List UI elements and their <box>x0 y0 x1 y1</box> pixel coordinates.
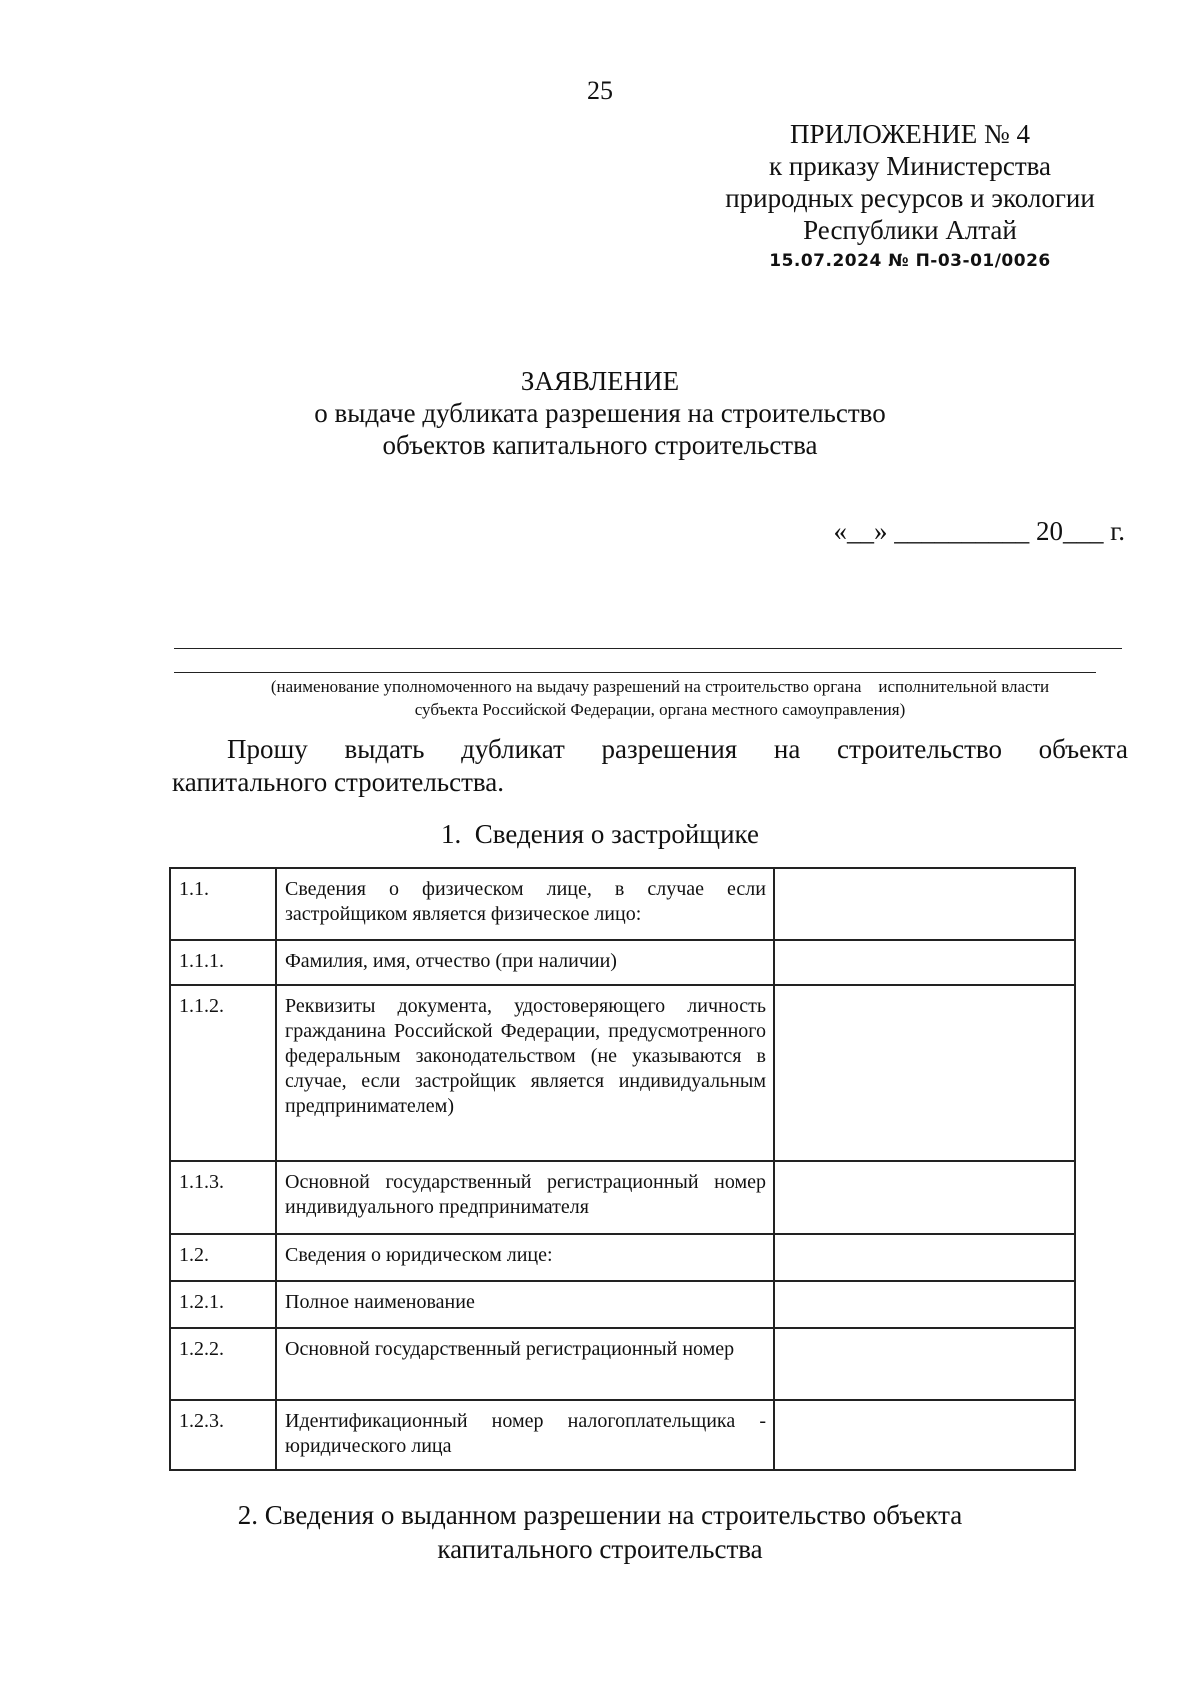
section-1-heading: 1. Сведения о застройщике <box>441 819 759 849</box>
table-row <box>170 985 1075 1161</box>
title-line: о выдаче дубликата разрешения на строительство <box>314 398 886 428</box>
row-value-cell[interactable] <box>774 1161 1075 1234</box>
section-2-heading-line: капитального строительства <box>437 1534 763 1564</box>
developer-info-table <box>169 867 1076 1471</box>
row-number: 1.1.1. <box>170 940 276 985</box>
table-row <box>170 1234 1075 1281</box>
row-value-cell[interactable] <box>774 1328 1075 1400</box>
title-line: объектов капитального строительства <box>382 430 818 460</box>
row-value-cell[interactable] <box>774 1234 1075 1281</box>
request-line: Прошу выдать дубликат разрешения на строительство объекта <box>227 734 1128 764</box>
authority-name-line[interactable] <box>174 648 1122 649</box>
table-row <box>170 1328 1075 1400</box>
row-number: 1.1. <box>170 868 276 940</box>
appendix-line: природных ресурсов и экологии <box>725 183 1095 213</box>
row-label: Идентификационный номер налогоплательщика - юридического лица <box>276 1400 774 1470</box>
request-line: капитального строительства. <box>172 767 505 797</box>
row-label: Полное наименование <box>276 1281 774 1328</box>
request-paragraph <box>172 733 1128 799</box>
row-label: Основной государственный регистрационный номер <box>276 1328 774 1400</box>
appendix-line: к приказу Министерства <box>768 151 1052 181</box>
row-label: Сведения о юридическом лице: <box>276 1234 774 1281</box>
section-2-heading-line: 2. Сведения о выданном разрешении на строительство объекта <box>237 1500 963 1530</box>
row-label: Сведения о физическом лице, в случае если застройщиком является физическое лицо: <box>276 868 774 940</box>
document-title <box>0 365 1200 461</box>
authority-caption <box>170 675 1150 721</box>
caption-line: (наименование уполномоченного на выдачу разрешений на строительство органа исполнительной власти <box>270 677 1050 696</box>
authority-name-line[interactable] <box>174 672 1096 673</box>
row-number: 1.2. <box>170 1234 276 1281</box>
row-label: Фамилия, имя, отчество (при наличии) <box>276 940 774 985</box>
row-value-cell[interactable] <box>774 985 1075 1161</box>
date-field[interactable]: «__» __________ 20___ г. <box>833 516 1125 546</box>
table-row <box>170 1281 1075 1328</box>
row-label: Основной государственный регистрационный номер индивидуального предпринимателя <box>276 1161 774 1234</box>
appendix-title: ПРИЛОЖЕНИЕ № 4 <box>789 119 1031 149</box>
table-row <box>170 1400 1075 1470</box>
table-row <box>170 940 1075 985</box>
table-row <box>170 868 1075 940</box>
section-2-heading <box>0 1498 1200 1566</box>
row-value-cell[interactable] <box>774 1281 1075 1328</box>
row-number: 1.2.1. <box>170 1281 276 1328</box>
order-reference-stamp: 15.07.2024 № П-03-01/0026 <box>769 251 1051 271</box>
appendix-block <box>700 118 1120 276</box>
page-number: 25 <box>587 76 613 105</box>
appendix-line: Республики Алтай <box>803 215 1017 245</box>
row-number: 1.2.2. <box>170 1328 276 1400</box>
row-number: 1.1.3. <box>170 1161 276 1234</box>
row-value-cell[interactable] <box>774 1400 1075 1470</box>
table-row <box>170 1161 1075 1234</box>
caption-line: субъекта Российской Федерации, органа местного самоуправления) <box>414 700 906 719</box>
title-heading: ЗАЯВЛЕНИЕ <box>520 366 680 396</box>
row-number: 1.2.3. <box>170 1400 276 1470</box>
row-number: 1.1.2. <box>170 985 276 1161</box>
row-label: Реквизиты документа, удостоверяющего личность гражданина Российской Федерации, предусмотренного федеральным законодательством (не указываются в случае, если застройщик является индивидуальным предпринимателем) <box>276 985 774 1161</box>
row-value-cell[interactable] <box>774 868 1075 940</box>
row-value-cell[interactable] <box>774 940 1075 985</box>
